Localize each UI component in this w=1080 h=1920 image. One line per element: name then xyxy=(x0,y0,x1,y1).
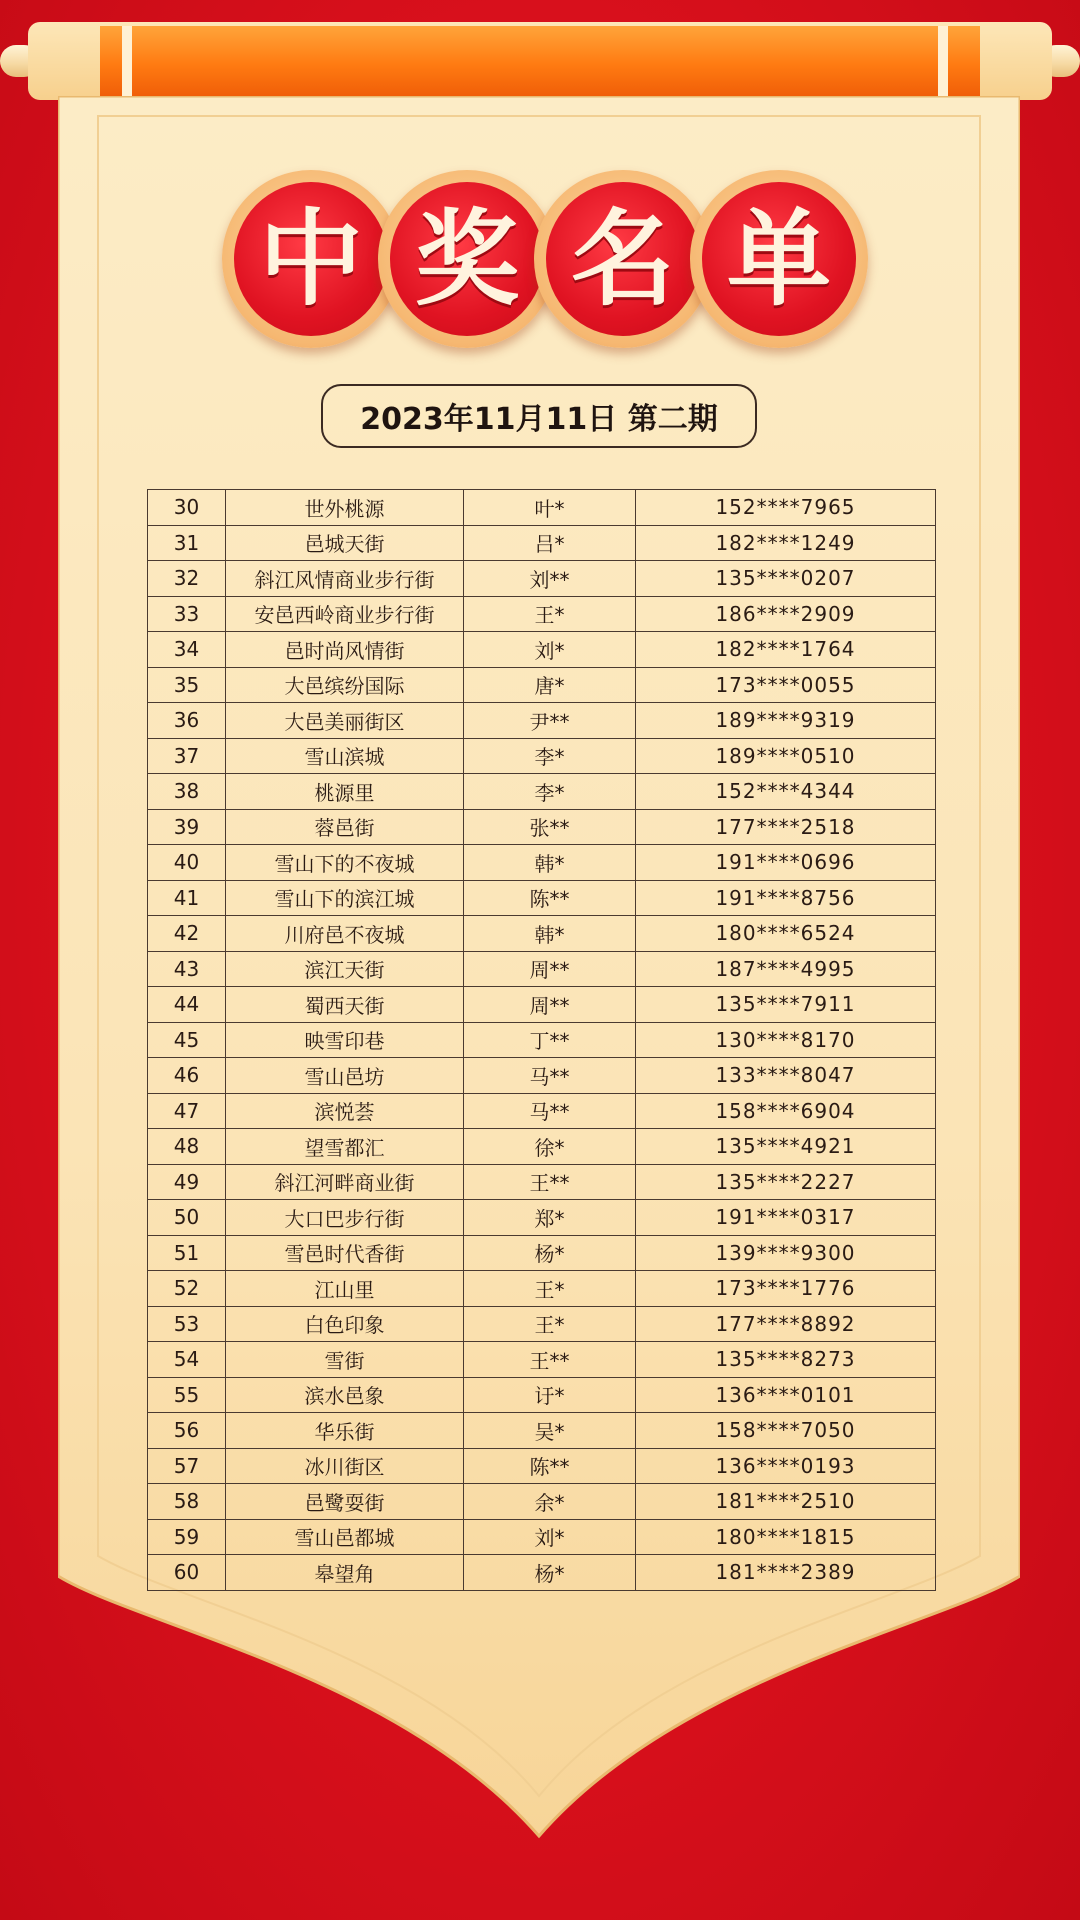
winner-name: 王** xyxy=(464,1342,636,1378)
table-row xyxy=(148,1200,936,1236)
winner-number: 40 xyxy=(148,845,226,881)
table-row xyxy=(148,561,936,597)
winner-phone: 182****1764 xyxy=(636,632,936,668)
winner-phone: 130****8170 xyxy=(636,1022,936,1058)
winner-location: 望雪都汇 xyxy=(226,1129,464,1165)
winner-name: 马** xyxy=(464,1093,636,1129)
winner-name: 杨* xyxy=(464,1555,636,1591)
winner-location: 雪山邑坊 xyxy=(226,1058,464,1094)
title-char: 奖 xyxy=(390,182,544,336)
table-row xyxy=(148,1377,936,1413)
winner-phone: 152****7965 xyxy=(636,490,936,526)
table-row xyxy=(148,809,936,845)
winner-phone: 180****6524 xyxy=(636,916,936,952)
winner-name: 陈** xyxy=(464,880,636,916)
winner-location: 邑鹭耍街 xyxy=(226,1484,464,1520)
winner-number: 56 xyxy=(148,1413,226,1449)
winner-number: 57 xyxy=(148,1448,226,1484)
winner-name: 韩* xyxy=(464,916,636,952)
winner-location: 皋望角 xyxy=(226,1555,464,1591)
winner-location: 大邑缤纷国际 xyxy=(226,667,464,703)
winner-phone: 158****7050 xyxy=(636,1413,936,1449)
winner-location: 邑城天街 xyxy=(226,525,464,561)
winner-location: 雪山下的滨江城 xyxy=(226,880,464,916)
winner-phone: 191****0317 xyxy=(636,1200,936,1236)
winner-location: 滨江天街 xyxy=(226,951,464,987)
winner-number: 46 xyxy=(148,1058,226,1094)
winner-location: 滨悦荟 xyxy=(226,1093,464,1129)
table-row xyxy=(148,987,936,1023)
winner-location: 雪山下的不夜城 xyxy=(226,845,464,881)
title-char: 单 xyxy=(702,182,856,336)
winner-name: 刘* xyxy=(464,1519,636,1555)
table-row xyxy=(148,1058,936,1094)
winner-phone: 135****8273 xyxy=(636,1342,936,1378)
title-medallions xyxy=(222,170,862,348)
winner-location: 邑时尚风情街 xyxy=(226,632,464,668)
winner-number: 44 xyxy=(148,987,226,1023)
winner-name: 余* xyxy=(464,1484,636,1520)
winner-name: 吴* xyxy=(464,1413,636,1449)
winner-name: 刘* xyxy=(464,632,636,668)
winner-name: 杨* xyxy=(464,1235,636,1271)
winner-number: 33 xyxy=(148,596,226,632)
winner-location: 桃源里 xyxy=(226,774,464,810)
winner-name: 王* xyxy=(464,596,636,632)
table-row xyxy=(148,490,936,526)
winners-table xyxy=(147,489,936,1591)
table-row xyxy=(148,774,936,810)
title-medal xyxy=(534,170,712,348)
table-row xyxy=(148,1342,936,1378)
winner-phone: 189****0510 xyxy=(636,738,936,774)
winner-location: 大邑美丽街区 xyxy=(226,703,464,739)
winner-location: 蓉邑街 xyxy=(226,809,464,845)
winner-location: 映雪印巷 xyxy=(226,1022,464,1058)
winner-number: 45 xyxy=(148,1022,226,1058)
winner-name: 叶* xyxy=(464,490,636,526)
table-row xyxy=(148,738,936,774)
winner-number: 50 xyxy=(148,1200,226,1236)
winner-location: 雪山滨城 xyxy=(226,738,464,774)
winner-name: 丁** xyxy=(464,1022,636,1058)
winner-number: 59 xyxy=(148,1519,226,1555)
winner-location: 斜江河畔商业街 xyxy=(226,1164,464,1200)
rod-orange-band xyxy=(100,26,980,96)
winner-name: 韩* xyxy=(464,845,636,881)
winner-location: 华乐街 xyxy=(226,1413,464,1449)
table-row xyxy=(148,951,936,987)
winner-phone: 135****0207 xyxy=(636,561,936,597)
winner-number: 47 xyxy=(148,1093,226,1129)
winner-name: 王** xyxy=(464,1164,636,1200)
table-row xyxy=(148,1413,936,1449)
winner-phone: 189****9319 xyxy=(636,703,936,739)
winner-number: 49 xyxy=(148,1164,226,1200)
rod-stripe xyxy=(938,26,948,96)
table-row xyxy=(148,1022,936,1058)
winner-phone: 187****4995 xyxy=(636,951,936,987)
winner-number: 41 xyxy=(148,880,226,916)
winner-location: 蜀西天街 xyxy=(226,987,464,1023)
winner-phone: 181****2510 xyxy=(636,1484,936,1520)
winner-number: 30 xyxy=(148,490,226,526)
winner-phone: 186****2909 xyxy=(636,596,936,632)
winner-location: 白色印象 xyxy=(226,1306,464,1342)
winner-number: 43 xyxy=(148,951,226,987)
title-char: 名 xyxy=(546,182,700,336)
table-row xyxy=(148,880,936,916)
issue-date-label: 2023年11月11日 第二期 xyxy=(321,384,757,448)
winner-phone: 139****9300 xyxy=(636,1235,936,1271)
title-char: 中 xyxy=(234,182,388,336)
winner-location: 滨水邑象 xyxy=(226,1377,464,1413)
winner-number: 35 xyxy=(148,667,226,703)
winner-name: 王* xyxy=(464,1306,636,1342)
winner-name: 𬣙* xyxy=(464,1377,636,1413)
winner-number: 39 xyxy=(148,809,226,845)
table-row xyxy=(148,667,936,703)
winner-phone: 191****0696 xyxy=(636,845,936,881)
winner-number: 32 xyxy=(148,561,226,597)
title-medal xyxy=(378,170,556,348)
winner-location: 雪街 xyxy=(226,1342,464,1378)
table-row xyxy=(148,845,936,881)
winner-phone: 177****2518 xyxy=(636,809,936,845)
title-medal xyxy=(690,170,868,348)
winner-name: 李* xyxy=(464,738,636,774)
winner-phone: 135****2227 xyxy=(636,1164,936,1200)
winner-phone: 136****0193 xyxy=(636,1448,936,1484)
table-row xyxy=(148,1519,936,1555)
winner-name: 王* xyxy=(464,1271,636,1307)
winner-phone: 136****0101 xyxy=(636,1377,936,1413)
winner-name: 尹** xyxy=(464,703,636,739)
winner-phone: 191****8756 xyxy=(636,880,936,916)
winner-name: 陈** xyxy=(464,1448,636,1484)
winner-phone: 182****1249 xyxy=(636,525,936,561)
winner-phone: 152****4344 xyxy=(636,774,936,810)
table-row xyxy=(148,1235,936,1271)
winner-number: 52 xyxy=(148,1271,226,1307)
winner-phone: 173****1776 xyxy=(636,1271,936,1307)
winners-table-body xyxy=(148,490,936,1591)
winner-location: 川府邑不夜城 xyxy=(226,916,464,952)
table-row xyxy=(148,703,936,739)
winner-name: 吕* xyxy=(464,525,636,561)
winner-location: 冰川街区 xyxy=(226,1448,464,1484)
winner-number: 51 xyxy=(148,1235,226,1271)
winner-location: 大口巴步行街 xyxy=(226,1200,464,1236)
winner-phone: 135****7911 xyxy=(636,987,936,1023)
winner-name: 刘** xyxy=(464,561,636,597)
winner-number: 42 xyxy=(148,916,226,952)
table-row xyxy=(148,632,936,668)
winner-name: 唐* xyxy=(464,667,636,703)
winner-number: 37 xyxy=(148,738,226,774)
winner-phone: 133****8047 xyxy=(636,1058,936,1094)
winner-phone: 158****6904 xyxy=(636,1093,936,1129)
table-row xyxy=(148,1448,936,1484)
rod-stripe xyxy=(122,26,132,96)
winner-phone: 181****2389 xyxy=(636,1555,936,1591)
winner-location: 江山里 xyxy=(226,1271,464,1307)
winner-phone: 173****0055 xyxy=(636,667,936,703)
table-row xyxy=(148,1306,936,1342)
winner-name: 周** xyxy=(464,951,636,987)
winner-number: 53 xyxy=(148,1306,226,1342)
winner-location: 世外桃源 xyxy=(226,490,464,526)
table-row xyxy=(148,1271,936,1307)
title-medal xyxy=(222,170,400,348)
winner-location: 雪邑时代香街 xyxy=(226,1235,464,1271)
winner-name: 马** xyxy=(464,1058,636,1094)
table-row xyxy=(148,596,936,632)
table-row xyxy=(148,525,936,561)
table-row xyxy=(148,1555,936,1591)
winner-name: 徐* xyxy=(464,1129,636,1165)
winner-number: 58 xyxy=(148,1484,226,1520)
winner-number: 34 xyxy=(148,632,226,668)
winner-location: 雪山邑都城 xyxy=(226,1519,464,1555)
table-row xyxy=(148,916,936,952)
scroll-rod xyxy=(0,22,1080,100)
winner-phone: 180****1815 xyxy=(636,1519,936,1555)
winner-number: 60 xyxy=(148,1555,226,1591)
table-row xyxy=(148,1164,936,1200)
winner-number: 31 xyxy=(148,525,226,561)
winner-name: 郑* xyxy=(464,1200,636,1236)
winner-location: 安邑西岭商业步行街 xyxy=(226,596,464,632)
winner-phone: 177****8892 xyxy=(636,1306,936,1342)
winner-name: 张** xyxy=(464,809,636,845)
table-row xyxy=(148,1093,936,1129)
table-row xyxy=(148,1129,936,1165)
winner-number: 36 xyxy=(148,703,226,739)
winner-number: 48 xyxy=(148,1129,226,1165)
winner-location: 斜江风情商业步行街 xyxy=(226,561,464,597)
winner-number: 55 xyxy=(148,1377,226,1413)
winner-name: 李* xyxy=(464,774,636,810)
winner-name: 周** xyxy=(464,987,636,1023)
winner-number: 38 xyxy=(148,774,226,810)
winner-phone: 135****4921 xyxy=(636,1129,936,1165)
table-row xyxy=(148,1484,936,1520)
winner-number: 54 xyxy=(148,1342,226,1378)
